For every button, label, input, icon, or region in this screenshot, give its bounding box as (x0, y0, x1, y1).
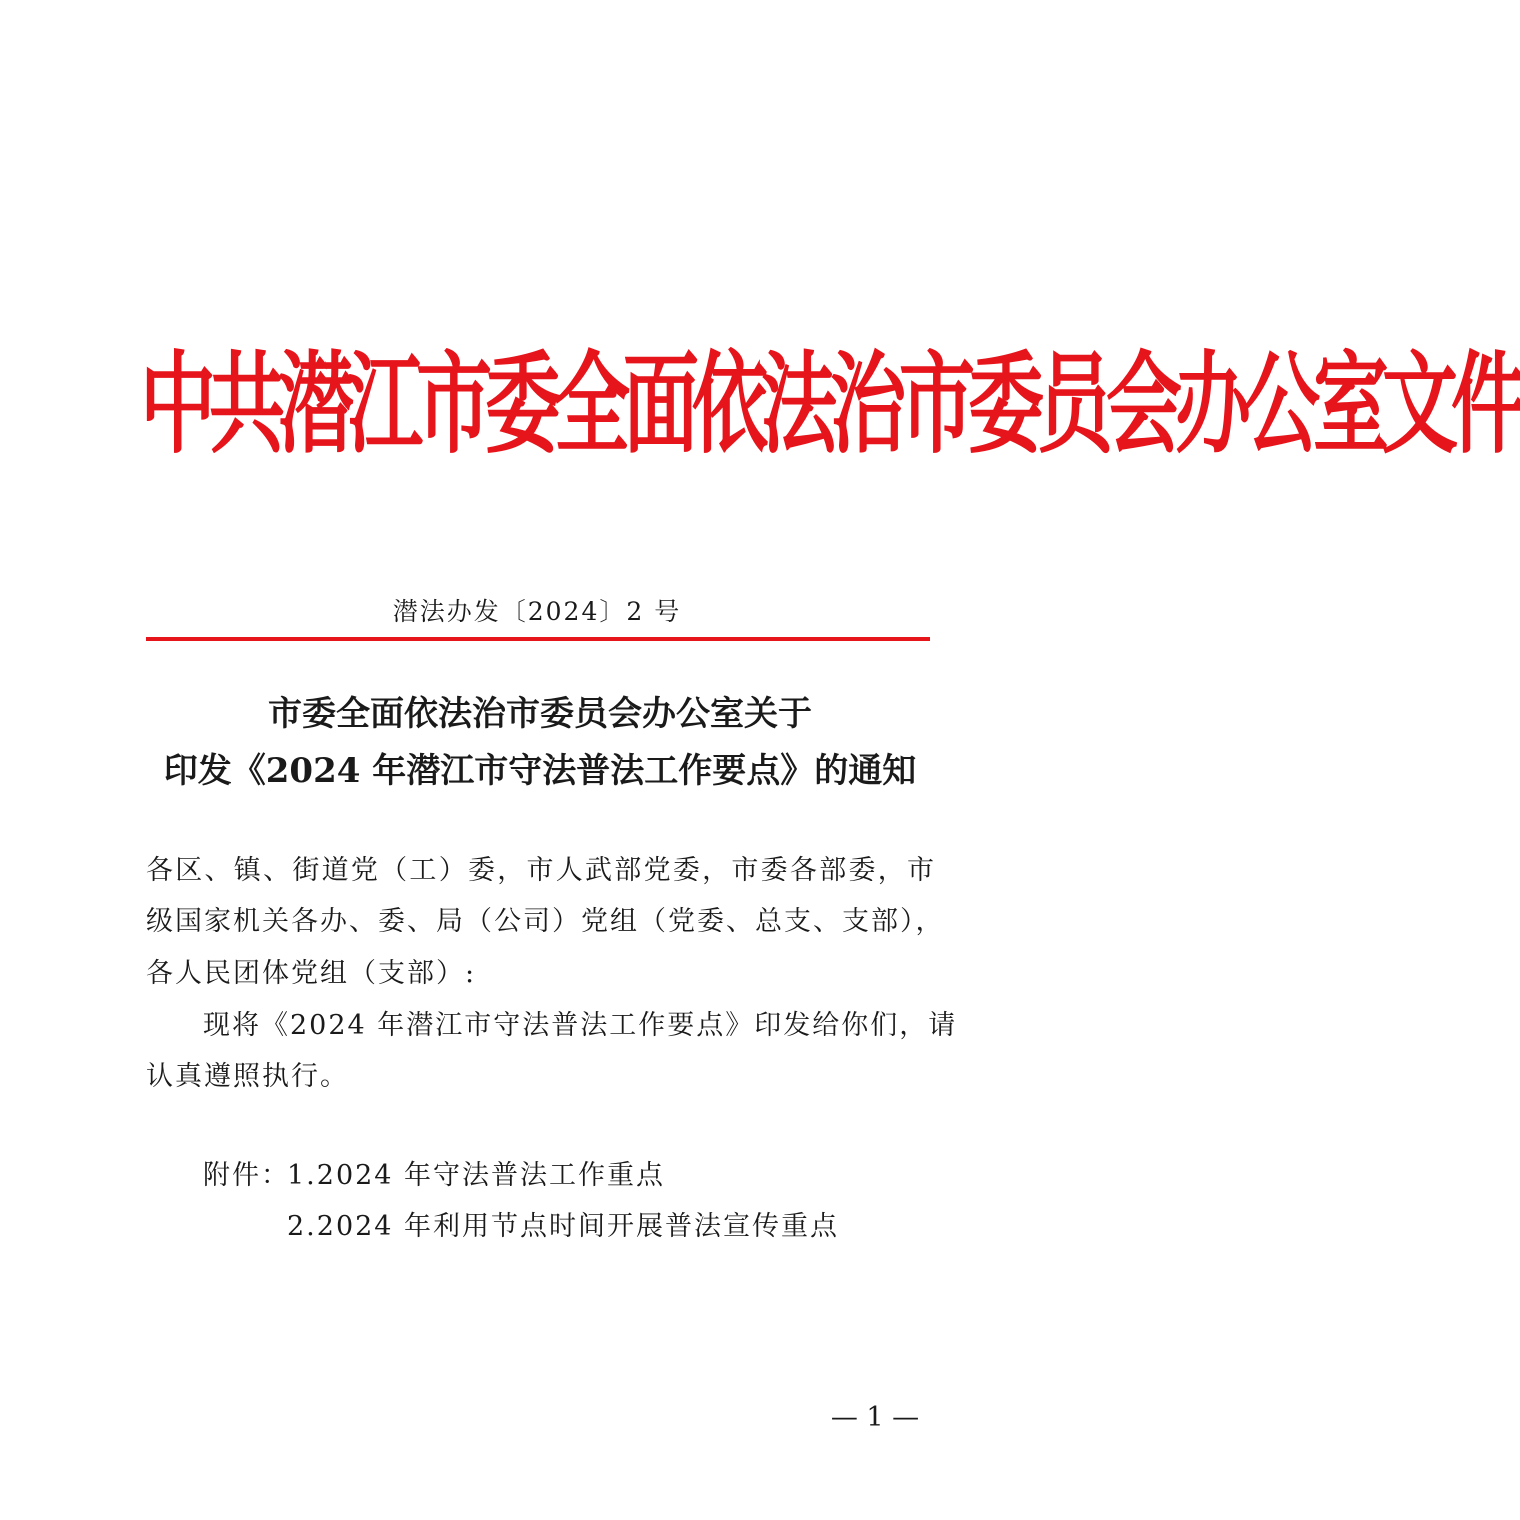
red-separator-line (146, 637, 930, 641)
attachment-item-2: 2.2024 年利用节点时间开展普法宣传重点 (287, 1211, 840, 1242)
notice-title-line-1: 市委全面依法治市委员会办公室关于 (268, 694, 812, 734)
notice-title-line-2: 印发《2024 年潜江市守法普法工作要点》的通知 (163, 751, 917, 791)
recipients-line-2: 级国家机关各办、委、局（公司）党组（党委、总支、支部）， (146, 906, 945, 937)
document-number: 潜法办发〔2024〕2 号 (392, 597, 682, 626)
recipients-line-3: 各人民团体党组（支部）: (146, 958, 477, 989)
page-number: — 1 — (830, 1402, 920, 1433)
attachment-item-1: 1.2024 年守法普法工作重点 (287, 1160, 666, 1191)
body-paragraph-line-1: 现将《2024 年潜江市守法普法工作要点》印发给你们，请 (203, 1010, 958, 1041)
attachments-label: 附件： (203, 1160, 290, 1191)
recipients-line-1: 各区、镇、街道党（工）委，市人武部党委，市委各部委，市 (146, 855, 936, 886)
masthead-title: 中共潜江市委全面依法治市委员会办公室文件 (140, 339, 1520, 469)
body-paragraph-line-2: 认真遵照执行。 (146, 1061, 349, 1092)
